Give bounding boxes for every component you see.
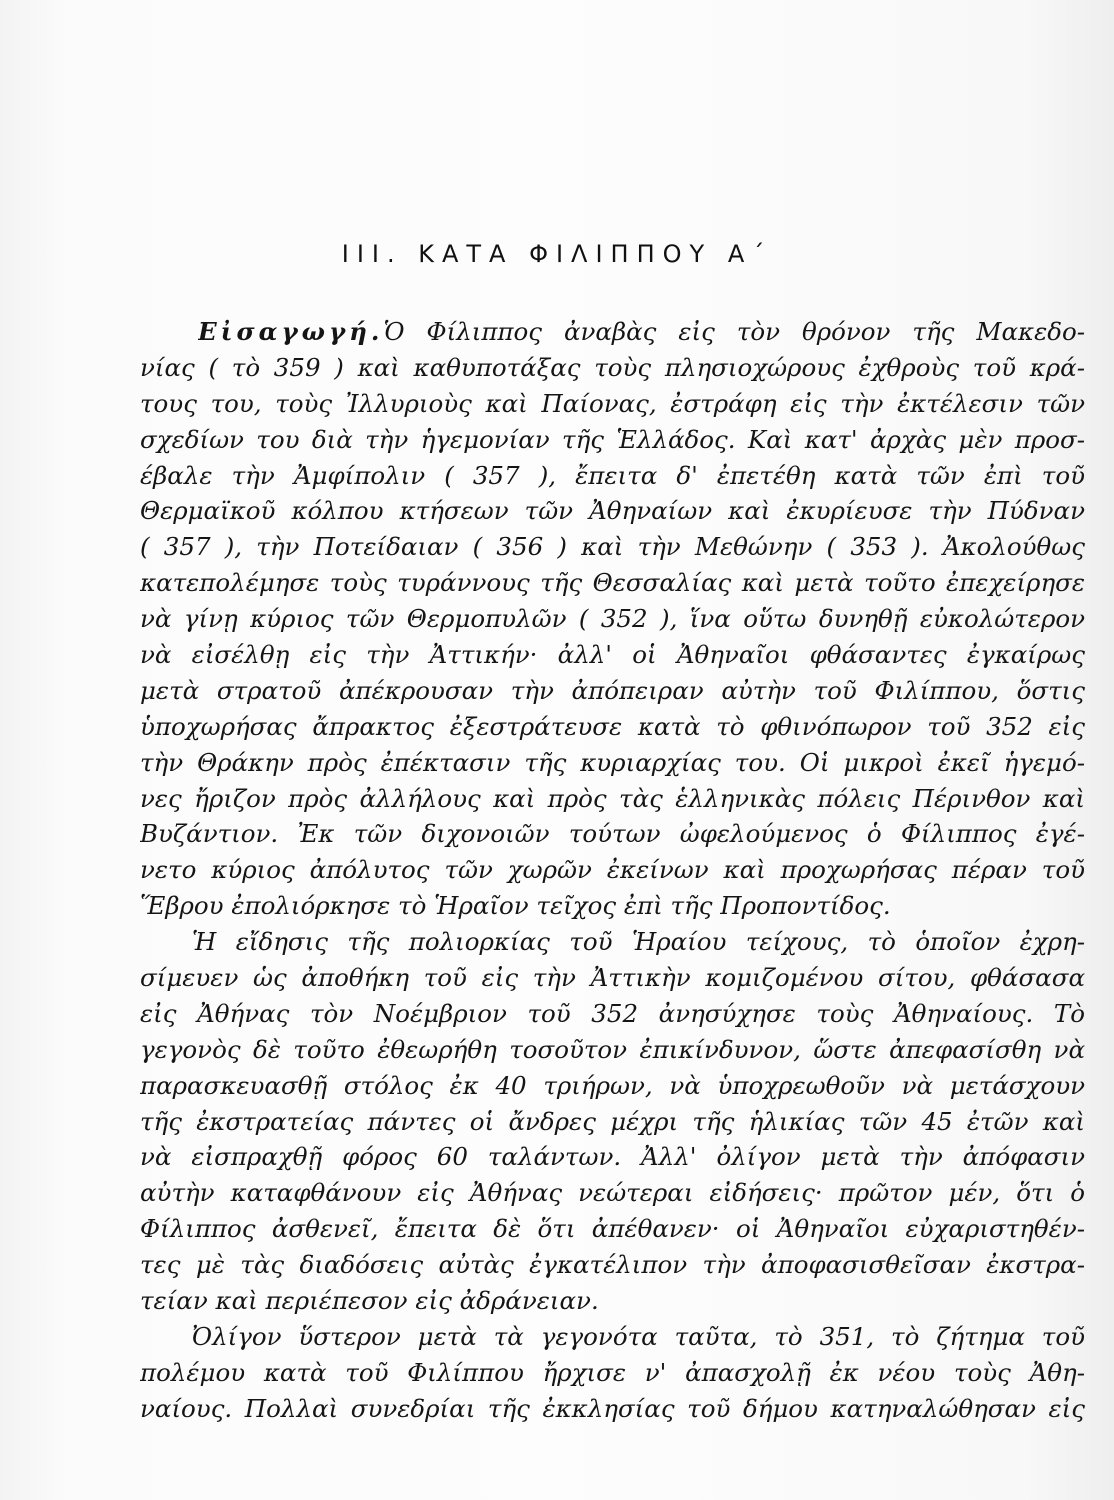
text-line: τους του, τοὺς Ἰλλυριοὺς καὶ Παίονας, ἐστράφη εἰς τὴν ἐκτέλεσιν τῶν [140, 388, 1085, 418]
text-line: ( 357 ), τὴν Ποτείδαιαν ( 356 ) καὶ τὴν Μεθώνην ( 353 ). Ἀκολούθως [140, 532, 1085, 562]
text-line: Φίλιππος ἀσθενεῖ, ἔπειτα δὲ ὅτι ἀπέθανεν· οἱ Ἀθηναῖοι εὐχαριστηθέν- [140, 1214, 1085, 1244]
text-line: νες ἤριζον πρὸς ἀλλήλους καὶ πρὸς τὰς ἑλληνικὰς πόλεις Πέρινθον καὶ [140, 783, 1085, 813]
text-line: τείαν καὶ περιέπεσον εἰς ἀδράνειαν. [140, 1286, 599, 1316]
text-line: νετο κύριος ἀπόλυτος τῶν χωρῶν ἐκείνων καὶ προχωρήσας πέραν τοῦ [140, 855, 1085, 885]
text-line: ναίους. Πολλαὶ συνεδρίαι τῆς ἐκκλησίας τοῦ δήμου κατηναλώθησαν εἰς [140, 1393, 1085, 1423]
text-line: τῆς ἐκστρατείας πάντες οἱ ἄνδρες μέχρι τῆς ἡλικίας τῶν 45 ἐτῶν καὶ [140, 1106, 1085, 1136]
text-line: παρασκευασθῇ στόλος ἐκ 40 τριήρων, νὰ ὑποχρεωθοῦν νὰ μετάσχουν [140, 1070, 1085, 1100]
text-line: πολέμου κατὰ τοῦ Φιλίππου ἤρχισε ν' ἀπασχολῇ ἐκ νέου τοὺς Ἀθη- [140, 1357, 1085, 1387]
text-line: μετὰ στρατοῦ ἀπέκρουσαν τὴν ἀπόπειραν αὐτὴν τοῦ Φιλίππου, ὅστις [140, 675, 1085, 705]
text-line: νὰ εἰσπραχθῇ φόρος 60 ταλάντων. Ἀλλ' ὀλίγον μετὰ τὴν ἀπόφασιν [140, 1142, 1085, 1172]
text-line: νὰ γίνῃ κύριος τῶν Θερμοπυλῶν ( 352 ), ἵνα οὕτω δυνηθῇ εὐκολώτερον [140, 604, 1085, 634]
text-line: γεγονὸς δὲ τοῦτο ἐθεωρήθη τοσοῦτον ἐπικίνδυνον, ὥστε ἀπεφασίσθη νὰ [140, 1034, 1085, 1064]
text-line: αὐτὴν καταφθάνουν εἰς Ἀθήνας νεώτεραι εἰδήσεις· πρῶτον μέν, ὅτι ὁ [140, 1178, 1085, 1208]
body-text [140, 314, 1085, 1427]
text-line: σίμευεν ὡς ἀποθήκη τοῦ εἰς τὴν Ἀττικὴν κομιζομένου σίτου, φθάσασα [140, 963, 1085, 993]
text-line: έβαλε τὴν Ἀμφίπολιν ( 357 ), ἔπειτα δ' ἐπετέθη κατὰ τῶν ἐπὶ τοῦ [140, 460, 1085, 490]
text-line: τες μὲ τὰς διαδόσεις αὐτὰς ἐγκατέλιπον τὴν ἀποφασισθεῖσαν ἐκστρα- [140, 1250, 1085, 1280]
text-line: σχεδίων του διὰ τὴν ἡγεμονίαν τῆς Ἑλλάδος. Καὶ κατ' ἀρχὰς μὲν προσ- [140, 424, 1085, 454]
text-line: Εἰσαγωγή.Ὁ Φίλιππος ἀναβὰς εἰς τὸν θρόνον τῆς Μακεδο- [198, 317, 1085, 346]
intro-label: Εἰσαγωγή. [198, 317, 384, 346]
text-line: Βυζάντιον. Ἐκ τῶν διχονοιῶν τούτων ὠφελούμενος ὁ Φίλιππος ἐγέ- [140, 819, 1085, 849]
text-line: Θερμαϊκοῦ κόλπου κτήσεων τῶν Ἀθηναίων καὶ ἐκυρίευσε τὴν Πύδναν [140, 496, 1085, 526]
text-line: τὴν Θράκην πρὸς ἐπέκτασιν τῆς κυριαρχίας του. Οἱ μικροὶ ἐκεῖ ἡγεμό- [140, 747, 1085, 777]
text-line: Ἕβρου ἐπολιόρκησε τὸ Ἡραῖον τεῖχος ἐπὶ τῆς Προποντίδος. [140, 891, 891, 921]
text-line: Ὀλίγον ὕστερον μετὰ τὰ γεγονότα ταῦτα, τὸ 351, τὸ ζήτημα τοῦ [192, 1321, 1085, 1351]
text-line: κατεπολέμησε τοὺς τυράννους τῆς Θεσσαλίας καὶ μετὰ τοῦτο ἐπεχείρησε [140, 568, 1085, 598]
text-line: Ἡ εἴδησις τῆς πολιορκίας τοῦ Ἡραίου τείχους, τὸ ὁποῖον ἐχρη- [192, 927, 1085, 957]
text-line: ὑποχωρήσας ἄπρακτος ἐξεστράτευσε κατὰ τὸ φθινόπωρον τοῦ 352 εἰς [140, 711, 1085, 741]
text-line: εἰς Ἀθήνας τὸν Νοέμβριον τοῦ 352 ἀνησύχησε τοὺς Ἀθηναίους. Τὸ [140, 998, 1085, 1028]
text-line: νὰ εἰσέλθῃ εἰς τὴν Ἀττικήν· ἀλλ' οἱ Ἀθηναῖοι φθάσαντες ἐγκαίρως [140, 640, 1085, 670]
text-line: νίας ( τὸ 359 ) καὶ καθυποτάξας τοὺς πλησιοχώρους ἐχθροὺς τοῦ κρά- [140, 352, 1085, 382]
chapter-title: III. ΚΑΤΑ ΦΙΛΙΠΠΟΥ Α΄ [341, 240, 773, 268]
